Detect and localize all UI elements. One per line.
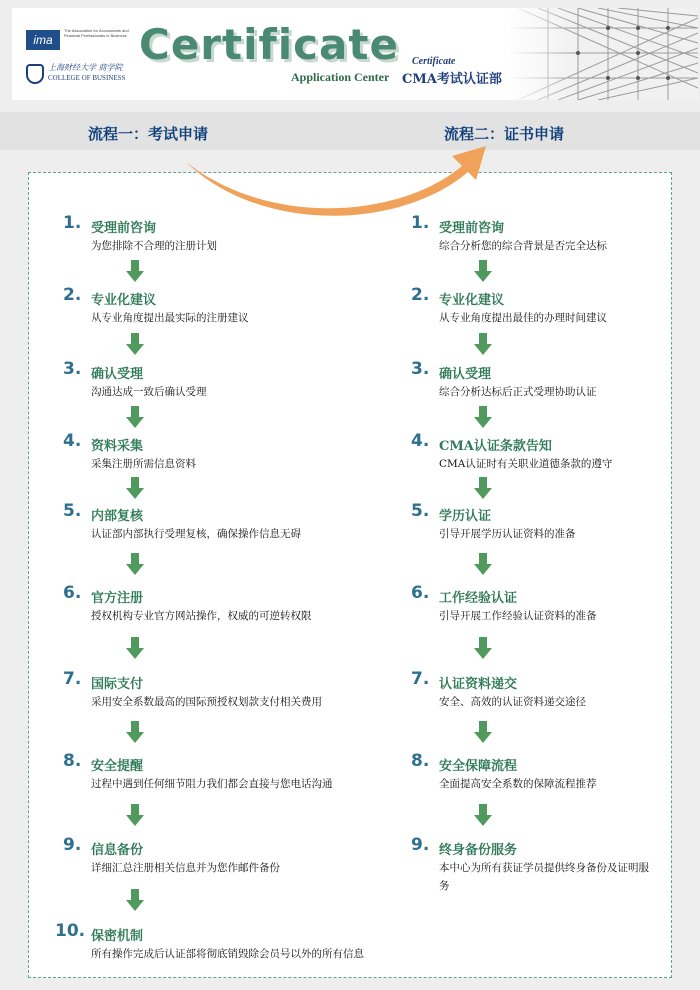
step-number: 8. (63, 751, 82, 771)
step-description: 采用安全系数最高的国际预授权划款支付相关费用 (91, 696, 322, 708)
down-arrow-icon (474, 477, 492, 499)
down-arrow-icon (126, 721, 144, 743)
step-description: 授权机构专业官方网站操作，权威的可逆转权限 (91, 610, 312, 622)
step-description: 综合分析您的综合背景是否完全达标 (439, 240, 607, 252)
step-title: 内部复核 (91, 509, 144, 524)
step-number: 3. (411, 359, 430, 379)
step-title: 信息备份 (91, 843, 144, 858)
step-number: 7. (411, 669, 430, 689)
step-description: 所有操作完成后认证部将彻底销毁除会员号以外的所有信息 (91, 948, 364, 960)
header-banner (12, 8, 698, 100)
step-title: 安全提醒 (91, 759, 144, 774)
down-arrow-icon (474, 721, 492, 743)
step-description: CMA认证时有关职业道德条款的遵守 (439, 458, 613, 470)
step-title: 终身备份服务 (439, 843, 518, 858)
step-title: 工作经验认证 (439, 591, 518, 606)
step-number: 7. (63, 669, 82, 689)
step-title: 安全保障流程 (439, 759, 518, 774)
step-description: 全面提高安全系数的保障流程推荐 (439, 778, 597, 790)
step-title: 确认受理 (91, 367, 144, 382)
down-arrow-icon (474, 804, 492, 826)
down-arrow-icon (126, 333, 144, 355)
step-description: 综合分析达标后正式受理协助认证 (439, 386, 597, 398)
ima-logo: ima (26, 30, 60, 50)
down-arrow-icon (126, 260, 144, 282)
step-title: 认证资料递交 (439, 677, 518, 692)
step-title: 受理前咨询 (439, 221, 505, 236)
down-arrow-icon (126, 889, 144, 911)
step-title: 资料采集 (91, 439, 144, 454)
step-number: 2. (63, 285, 82, 305)
script-label: Certificate (412, 56, 456, 67)
step-title: 专业化建议 (439, 293, 505, 308)
down-arrow-icon (126, 406, 144, 428)
step-title: 确认受理 (439, 367, 492, 382)
step-description: 本中心为所有获证学员提供终身备份及证明服务 (439, 862, 649, 892)
step-title: 受理前咨询 (91, 221, 157, 236)
down-arrow-icon (474, 553, 492, 575)
step-number: 5. (63, 501, 82, 521)
step-number: 9. (411, 835, 430, 855)
step-number: 3. (63, 359, 82, 379)
step-description: 沟通达成一致后确认受理 (91, 386, 207, 398)
step-number: 5. (411, 501, 430, 521)
step-title: 官方注册 (91, 591, 144, 606)
down-arrow-icon (474, 406, 492, 428)
cma-center-label: CMA考试认证部 (402, 72, 502, 87)
step-number: 8. (411, 751, 430, 771)
step-description: 认证部内部执行受理复核，确保操作信息无碍 (91, 528, 301, 540)
step-title: 国际支付 (91, 677, 144, 692)
step-description: 安全、高效的认证资料递交途径 (439, 696, 586, 708)
step-description: 从专业角度提出最实际的注册建议 (91, 312, 249, 324)
step-description: 引导开展工作经验认证资料的准备 (439, 610, 597, 622)
step-title: 专业化建议 (91, 293, 157, 308)
step-description: 采集注册所需信息资料 (91, 458, 196, 470)
step-number: 4. (63, 431, 82, 451)
phase-1-title: 流程一：考试申请 (88, 125, 209, 143)
page-subtitle: Application Center (291, 70, 390, 84)
step-title: CMA认证条款告知 (439, 439, 552, 454)
step-number: 1. (63, 213, 82, 233)
down-arrow-icon (126, 553, 144, 575)
step-title: 学历认证 (439, 509, 492, 524)
college-logo-en: COLLEGE OF BUSINESS (48, 74, 126, 82)
step-number: 1. (411, 213, 430, 233)
step-number: 10. (55, 921, 86, 941)
step-number: 6. (63, 583, 82, 603)
step-title: 保密机制 (91, 929, 144, 944)
page-title: Certificate (139, 20, 399, 69)
step-description: 从专业角度提出最佳的办理时间建议 (439, 312, 607, 324)
step-description: 为您排除不合理的注册计划 (91, 240, 217, 252)
down-arrow-icon (126, 477, 144, 499)
step-description: 过程中遇到任何细节阻力我们都会直接与您电话沟通 (91, 778, 333, 790)
college-shield-icon (26, 64, 44, 84)
step-number: 6. (411, 583, 430, 603)
down-arrow-icon (474, 637, 492, 659)
process-frame (28, 172, 672, 978)
down-arrow-icon (126, 804, 144, 826)
step-number: 4. (411, 431, 430, 451)
college-logo-cn: 上海财经大学 商学院 (48, 63, 123, 72)
step-description: 详细汇总注册相关信息并为您作邮件备份 (91, 862, 280, 874)
step-description: 引导开展学历认证资料的准备 (439, 528, 576, 540)
down-arrow-icon (126, 637, 144, 659)
step-number: 9. (63, 835, 82, 855)
phase-2-title: 流程二：证书申请 (444, 125, 565, 143)
step-number: 2. (411, 285, 430, 305)
geodesic-dome-icon (508, 8, 698, 100)
down-arrow-icon (474, 260, 492, 282)
phase-transition-arrow-icon (180, 138, 500, 230)
ima-logo-text: The Association for Accountants and Financial Professionals in Business (64, 28, 129, 38)
down-arrow-icon (474, 333, 492, 355)
